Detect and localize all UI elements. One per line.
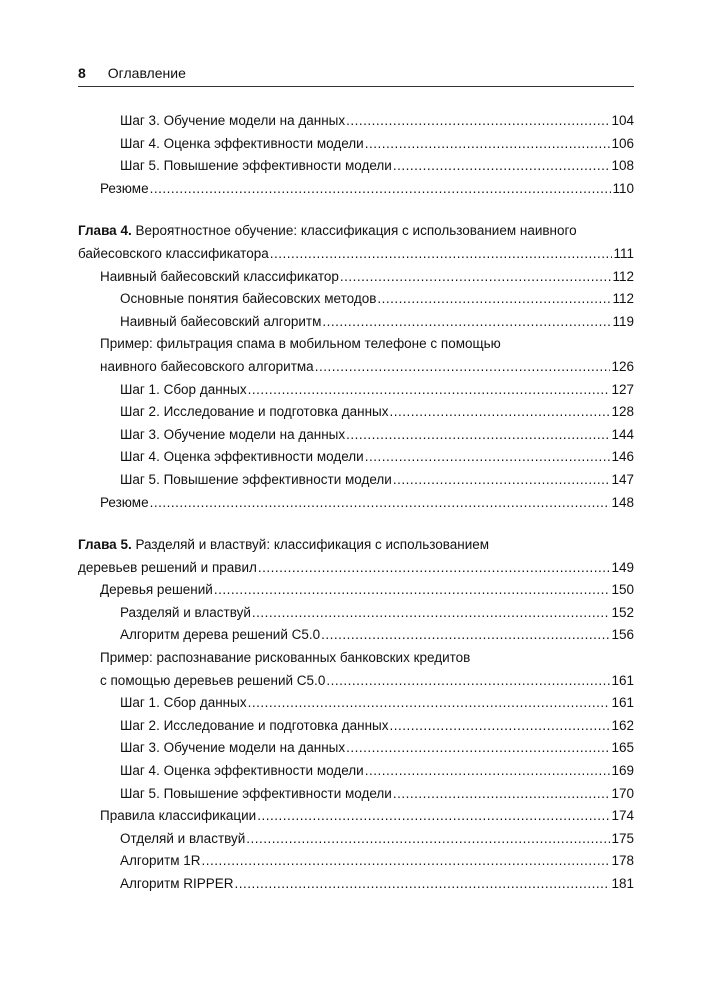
toc-entry[interactable]: Разделяй и властвуй ..... 152 [78, 602, 634, 625]
leader-dots [340, 266, 612, 289]
toc-entry[interactable]: Шаг 4. Оценка эффективности модели ..... 106 [78, 133, 634, 156]
table-of-contents [78, 110, 634, 896]
toc-example-title[interactable]: Пример: фильтрация спама в мобильном телефоне с помощью [100, 336, 501, 352]
leader-dots [150, 492, 611, 515]
toc-entry[interactable]: Шаг 3. Обучение модели на данных ..... 144 [78, 424, 634, 447]
toc-example-title-cont[interactable]: наивного байесовского алгоритма ..... 126 [78, 356, 634, 379]
running-header [78, 60, 634, 87]
leader-dots [321, 624, 610, 647]
toc-entry[interactable]: Алгоритм RIPPER ..... 181 [78, 873, 634, 896]
toc-entry[interactable]: Наивный байесовский классификатор ..... 112 [78, 266, 634, 289]
leader-dots [393, 469, 611, 492]
toc-entry[interactable]: Шаг 2. Исследование и подготовка данных ..... 128 [78, 401, 634, 424]
chapter-4-title[interactable]: Глава 4. Вероятностное обучение: классификация с использованием наивного [78, 223, 577, 239]
toc-entry[interactable]: Алгоритм дерева решений C5.0 ..... 156 [78, 624, 634, 647]
leader-dots [248, 692, 611, 715]
toc-entry[interactable]: Шаг 3. Обучение модели на данных ..... 104 [78, 110, 634, 133]
toc-entry[interactable]: Основные понятия байесовских методов ..... 112 [78, 288, 634, 311]
leader-dots [258, 557, 611, 580]
leader-dots [365, 760, 611, 783]
leader-dots [252, 602, 611, 625]
toc-entry[interactable]: Алгоритм 1R ..... 178 [78, 850, 634, 873]
toc-example-title[interactable]: Пример: распознавание рискованных банковских кредитов [100, 650, 471, 666]
toc-entry[interactable]: Наивный байесовский алгоритм ..... 119 [78, 311, 634, 334]
toc-entry[interactable]: Шаг 5. Повышение эффективности модели ..... 147 [78, 469, 634, 492]
chapter-5-title[interactable]: Глава 5. Разделяй и властвуй: классификация с использованием [78, 537, 490, 553]
toc-entry[interactable]: Отделяй и властвуй ..... 175 [78, 828, 634, 851]
toc-entry[interactable]: Шаг 1. Сбор данных ..... 127 [78, 379, 634, 402]
leader-dots [246, 828, 610, 851]
toc-entry[interactable]: Деревья решений ..... 150 [78, 579, 634, 602]
toc-entry[interactable]: Шаг 4. Оценка эффективности модели ..... 146 [78, 446, 634, 469]
leader-dots [202, 850, 611, 873]
leader-dots [235, 873, 611, 896]
toc-entry-summary[interactable]: Резюме ..... 148 [78, 492, 634, 515]
page-number: 8 [78, 65, 86, 81]
leader-dots [365, 446, 611, 469]
leader-dots [389, 715, 610, 738]
toc-entry[interactable]: Шаг 2. Исследование и подготовка данных ..... 162 [78, 715, 634, 738]
leader-dots [270, 243, 613, 266]
toc-entry[interactable]: Шаг 1. Сбор данных ..... 161 [78, 692, 634, 715]
toc-entry[interactable]: Шаг 4. Оценка эффективности модели ..... 169 [78, 760, 634, 783]
leader-dots [322, 311, 611, 334]
leader-dots [326, 670, 610, 693]
leader-dots [377, 288, 611, 311]
leader-dots [257, 805, 610, 828]
leader-dots [393, 155, 611, 178]
chapter-5-title-cont[interactable]: деревьев решений и правил ..... 149 [78, 557, 634, 580]
toc-example-title-cont[interactable]: с помощью деревьев решений C5.0 ..... 161 [78, 670, 634, 693]
leader-dots [346, 737, 610, 760]
chapter-4-title-cont[interactable]: байесовского классификатора ..... 111 [78, 243, 634, 266]
leader-dots [346, 110, 610, 133]
toc-entry[interactable]: Шаг 3. Обучение модели на данных ..... 165 [78, 737, 634, 760]
toc-entry[interactable]: Правила классификации ..... 174 [78, 805, 634, 828]
leader-dots [365, 133, 611, 156]
toc-entry-summary[interactable]: Резюме ..... 110 [78, 178, 634, 201]
leader-dots [393, 783, 611, 806]
leader-dots [150, 178, 612, 201]
leader-dots [389, 401, 610, 424]
header-title: Оглавление [107, 65, 186, 81]
leader-dots [315, 356, 611, 379]
leader-dots [248, 379, 611, 402]
toc-entry[interactable]: Шаг 5. Повышение эффективности модели ..... 170 [78, 783, 634, 806]
toc-entry[interactable]: Шаг 5. Повышение эффективности модели ..... 108 [78, 155, 634, 178]
leader-dots [346, 424, 610, 447]
leader-dots [214, 579, 611, 602]
